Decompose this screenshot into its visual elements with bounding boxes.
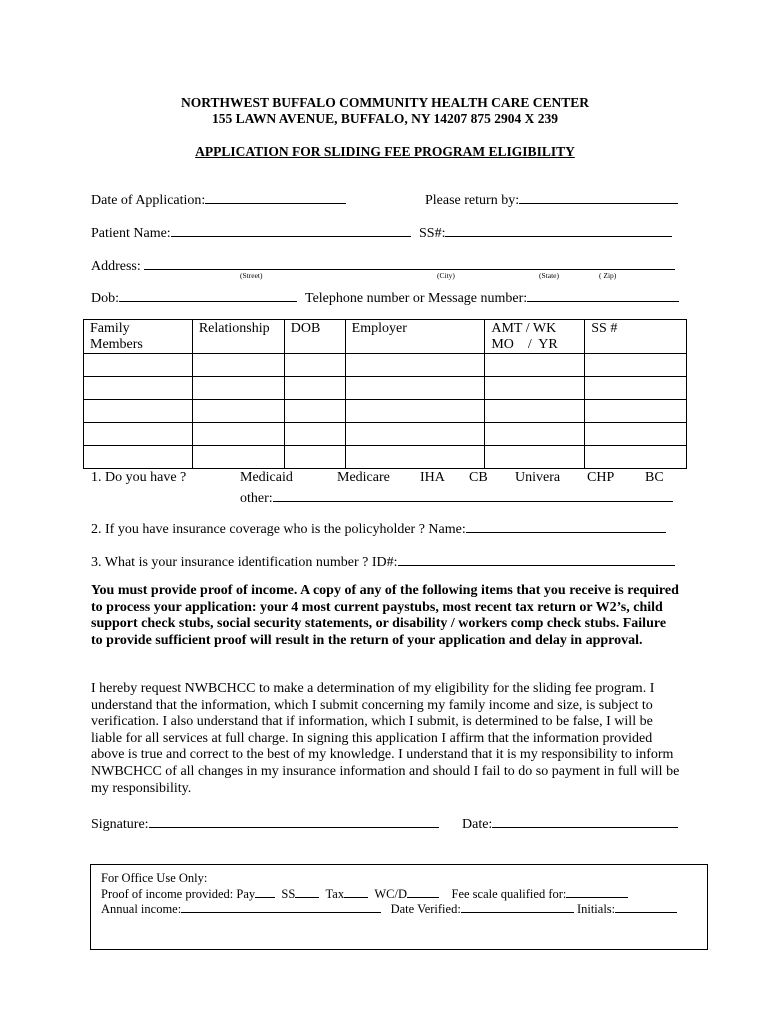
- insurance-other-label: other:: [240, 491, 273, 506]
- table-cell[interactable]: [585, 354, 687, 377]
- telephone-label: Telephone number or Message number:: [305, 291, 528, 306]
- office-fee-label: Fee scale qualified for:: [451, 887, 567, 901]
- col-relationship: Relationship: [192, 320, 284, 354]
- office-wcd-line[interactable]: [407, 886, 439, 898]
- signature-line[interactable]: [149, 813, 439, 828]
- proof-of-income-notice: You must provide proof of income. A copy of any of the following items that you receive is required to process your application: your 4 most current paystubs, most recent tax return or W2’s, child support check stubs, social security statements, or disability / workers comp check stubs. Failure to provide sufficient proof will result in the return of your application and delay in approval.: [91, 583, 679, 648]
- office-pay-label: Proof of income provided: Pay: [101, 887, 256, 901]
- state-caption: (State): [539, 271, 559, 280]
- table-row: [84, 400, 687, 423]
- col-amount-sub: MO / YR: [491, 337, 558, 352]
- signature-label: Signature:: [91, 817, 149, 832]
- table-cell[interactable]: [84, 446, 193, 469]
- option-iha[interactable]: IHA: [420, 470, 445, 485]
- dob-field: [91, 287, 297, 307]
- insurance-question-3: [91, 551, 675, 571]
- table-cell[interactable]: [84, 377, 193, 400]
- insurance-other-line[interactable]: [273, 487, 673, 502]
- city-caption: (City): [437, 271, 455, 280]
- office-tax-line[interactable]: [344, 886, 368, 898]
- table-cell[interactable]: [585, 423, 687, 446]
- policyholder-label: 2. If you have insurance coverage who is the policyholder ? Name:: [91, 522, 466, 537]
- office-income-row: [101, 901, 677, 917]
- table-cell[interactable]: [284, 400, 345, 423]
- table-cell[interactable]: [84, 423, 193, 446]
- date-of-application-line[interactable]: [205, 189, 346, 204]
- table-cell[interactable]: [585, 400, 687, 423]
- office-fee-line[interactable]: [566, 886, 628, 898]
- table-row: [84, 423, 687, 446]
- address-field: [91, 255, 675, 275]
- office-ss-line[interactable]: [295, 886, 319, 898]
- insurance-question-1: 1. Do you have ?: [91, 470, 187, 485]
- table-cell[interactable]: [284, 354, 345, 377]
- table-cell[interactable]: [192, 377, 284, 400]
- org-address: 155 LAWN AVENUE, BUFFALO, NY 14207 875 2904 X 239: [212, 111, 558, 126]
- telephone-line[interactable]: [527, 287, 679, 302]
- date-of-application-field: [91, 189, 346, 209]
- insurance-id-label: 3. What is your insurance identification number ? ID#:: [91, 555, 398, 570]
- date-of-application-label: Date of Application:: [91, 193, 206, 208]
- policyholder-line[interactable]: [466, 518, 666, 533]
- office-tax-label: Tax: [325, 887, 345, 901]
- option-chp[interactable]: CHP: [587, 470, 615, 485]
- table-cell[interactable]: [345, 400, 485, 423]
- patient-name-line[interactable]: [171, 222, 411, 237]
- signature-date-field: [462, 813, 678, 833]
- table-cell[interactable]: [585, 446, 687, 469]
- table-cell[interactable]: [345, 423, 485, 446]
- table-cell[interactable]: [485, 377, 585, 400]
- ss-line[interactable]: [445, 222, 672, 237]
- col-amount-label: AMT / WK: [491, 321, 557, 336]
- office-use-title: For Office Use Only:: [101, 871, 208, 885]
- office-ss-label: SS: [281, 887, 296, 901]
- insurance-other-field: [240, 487, 673, 507]
- office-pay-line[interactable]: [255, 886, 275, 898]
- please-return-by-line[interactable]: [519, 189, 678, 204]
- signature-date-label: Date:: [462, 817, 493, 832]
- table-cell[interactable]: [192, 423, 284, 446]
- ss-field: [419, 222, 672, 242]
- table-cell[interactable]: [284, 446, 345, 469]
- table-cell[interactable]: [345, 446, 485, 469]
- office-wcd-label: WC/D: [374, 887, 407, 901]
- patient-name-label: Patient Name:: [91, 226, 171, 241]
- office-verified-label: Date Verified:: [390, 902, 461, 916]
- col-employer: Employer: [345, 320, 485, 354]
- insurance-id-line[interactable]: [398, 551, 675, 566]
- dob-line[interactable]: [119, 287, 297, 302]
- family-members-table: [83, 319, 687, 469]
- patient-name-field: [91, 222, 411, 242]
- option-medicare[interactable]: Medicare: [337, 470, 390, 485]
- table-cell[interactable]: [284, 377, 345, 400]
- col-family-members: Family Members: [84, 320, 193, 354]
- table-cell[interactable]: [84, 400, 193, 423]
- table-header-row: [84, 320, 687, 354]
- please-return-by-label: Please return by:: [425, 193, 520, 208]
- col-amount: [485, 320, 585, 354]
- ss-label: SS#:: [419, 226, 446, 241]
- table-row: [84, 377, 687, 400]
- col-dob: DOB: [284, 320, 345, 354]
- office-initials-label: Initials:: [576, 902, 616, 916]
- table-cell[interactable]: [485, 354, 585, 377]
- office-use-box: [90, 864, 708, 950]
- option-bc[interactable]: BC: [645, 470, 664, 485]
- signature-field: [91, 813, 439, 833]
- street-caption: (Street): [240, 271, 263, 280]
- declaration-paragraph: I hereby request NWBCHCC to make a determination of my eligibility for the sliding fee program. I understand that the information, which I submit concerning my family income and size, is subject to verification. I also understand that if information, which I submit, is determined to be false, I will be liable for all services at full charge. In signing this application I affirm that the information provided above is true and correct to the best of my knowledge. I understand that it is my responsibility to inform NWBCHCC of all changes in my insurance information and should I fail to do so payment in full will be my responsibility.: [91, 681, 680, 796]
- table-cell[interactable]: [192, 400, 284, 423]
- col-ss: SS #: [585, 320, 687, 354]
- zip-caption: ( Zip): [599, 271, 617, 280]
- office-proof-row: [101, 886, 628, 902]
- table-row: [84, 354, 687, 377]
- table-cell[interactable]: [585, 377, 687, 400]
- table-row: [84, 446, 687, 469]
- option-cb[interactable]: CB: [469, 470, 488, 485]
- table-cell[interactable]: [192, 446, 284, 469]
- table-cell[interactable]: [345, 354, 485, 377]
- table-cell[interactable]: [485, 400, 585, 423]
- office-initials-line[interactable]: [615, 901, 677, 913]
- org-name: NORTHWEST BUFFALO COMMUNITY HEALTH CARE CENTER: [181, 95, 589, 110]
- office-annual-line[interactable]: [181, 901, 381, 913]
- table-cell[interactable]: [284, 423, 345, 446]
- table-cell[interactable]: [485, 423, 585, 446]
- form-title: APPLICATION FOR SLIDING FEE PROGRAM ELIGIBILITY: [195, 144, 575, 159]
- office-annual-label: Annual income:: [101, 902, 182, 916]
- option-medicaid[interactable]: Medicaid: [240, 470, 293, 485]
- please-return-by-field: [425, 189, 678, 209]
- insurance-question-2: [91, 518, 666, 538]
- table-cell[interactable]: [192, 354, 284, 377]
- table-cell[interactable]: [485, 446, 585, 469]
- dob-label: Dob:: [91, 291, 119, 306]
- table-cell[interactable]: [345, 377, 485, 400]
- address-line[interactable]: [144, 255, 675, 270]
- telephone-field: [305, 287, 679, 307]
- signature-date-line[interactable]: [492, 813, 678, 828]
- office-verified-line[interactable]: [461, 901, 574, 913]
- address-label: Address:: [91, 259, 141, 274]
- option-univera[interactable]: Univera: [515, 470, 561, 485]
- table-cell[interactable]: [84, 354, 193, 377]
